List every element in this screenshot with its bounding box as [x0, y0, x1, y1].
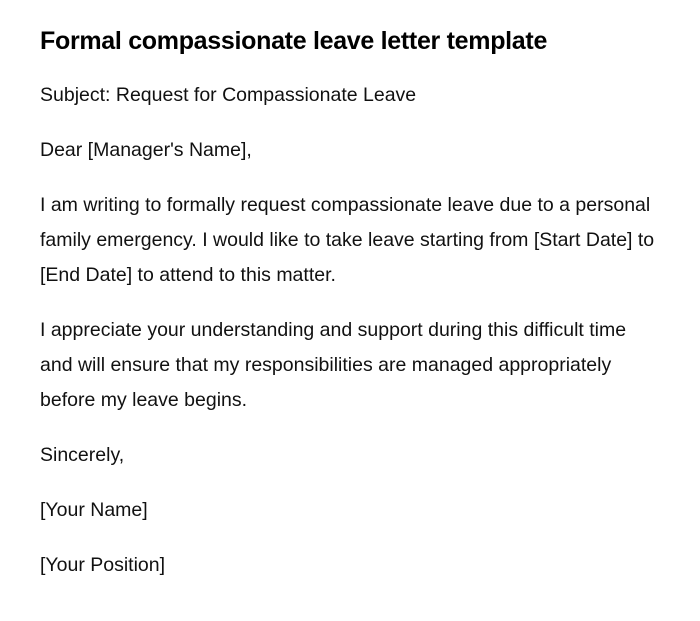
body-paragraph-appreciation: I appreciate your understanding and support during this difficult time and will ensure that my responsibilities are managed appropriately before my leave begins. [40, 319, 627, 411]
salutation: Dear [Manager's Name], [40, 139, 252, 161]
signature-position: [Your Position] [40, 554, 166, 576]
closing: Sincerely, [40, 444, 125, 466]
signature-name: [Your Name] [40, 499, 148, 521]
body-paragraph-request: I am writing to formally request compassionate leave due to a personal family emergency. I would like to take leave starting from [Start Date] to [End Date] to attend to this matter. [40, 194, 655, 286]
subject-line: Subject: Request for Compassionate Leave [40, 84, 417, 106]
document-title: Formal compassionate leave letter template [40, 27, 548, 55]
